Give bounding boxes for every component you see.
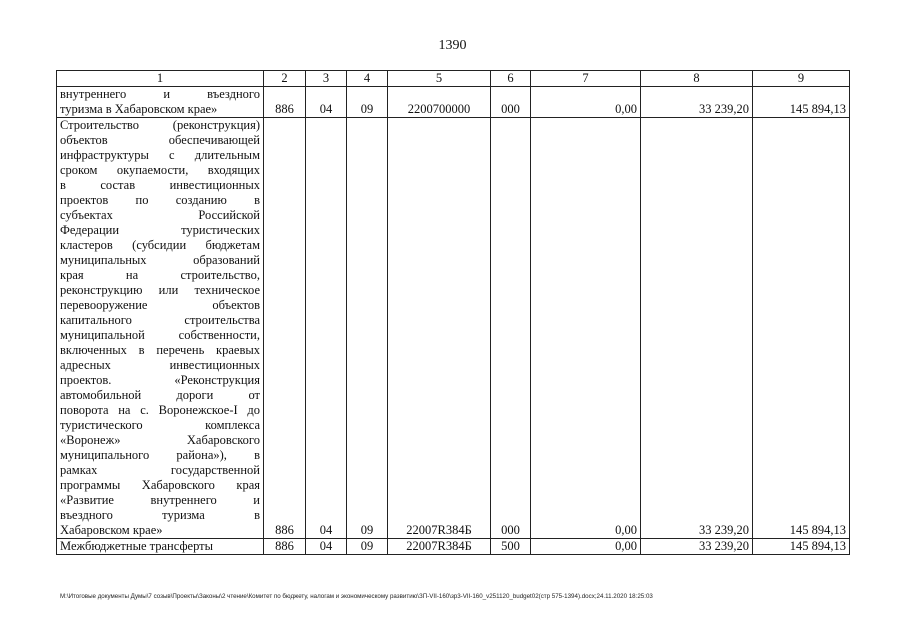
cell-col4: 09: [347, 539, 388, 555]
page-number: 1390: [438, 38, 467, 53]
description-line: муниципальных образований: [60, 253, 260, 267]
cell-col8: 33 239,20: [641, 539, 753, 555]
description-line: включенных в перечень краевых: [60, 343, 260, 357]
cell-col9: 145 894,13: [753, 87, 850, 118]
description-line: перевооружение объектов: [60, 298, 260, 312]
cell-col2: 886: [264, 87, 306, 118]
column-header-1: 1: [57, 71, 264, 87]
cell-col9: 145 894,13: [753, 118, 850, 539]
description-line: в состав инвестиционных: [60, 178, 260, 192]
description-line: субъектах Российской: [60, 208, 260, 222]
table-body: [57, 71, 850, 555]
description-line: сроком окупаемости, входящих: [60, 163, 260, 177]
budget-table: [56, 70, 850, 555]
cell-col4: 09: [347, 87, 388, 118]
description-line: Федерации туристических: [60, 223, 260, 237]
description-line: муниципальной собственности,: [60, 328, 260, 342]
cell-col3: 04: [306, 87, 347, 118]
cell-col7: 0,00: [531, 118, 641, 539]
document-footer-path: M:\Итоговые документы Думы\7 созыв\Проекты\Законы\2 чтение\Комитет по бюджету, налогам и экономическому развитию\ЗП-VII-160\зр3-VII-160_v251120_budget02(стр 575-1394).docx;24.11.2020 18:25:03: [60, 593, 653, 600]
cell-col6: 500: [491, 539, 531, 555]
description-line: инфраструктуры с длительным: [60, 148, 260, 162]
description-line: автомобильной дороги от: [60, 388, 260, 402]
description-line: капитального строительства: [60, 313, 260, 327]
column-header-row: [57, 71, 850, 87]
row-description: [57, 87, 264, 118]
description-line: туристического комплекса: [60, 418, 260, 432]
column-header-4: 4: [347, 71, 388, 87]
row-description: [57, 539, 264, 555]
cell-col5: 22007R384Б: [388, 539, 491, 555]
cell-col2: 886: [264, 118, 306, 539]
description-line: «Развитие внутреннего и: [60, 493, 260, 507]
cell-col5: 22007R384Б: [388, 118, 491, 539]
column-header-2: 2: [264, 71, 306, 87]
description-line: края на строительство,: [60, 268, 260, 282]
description-line: внутреннего и въездного: [60, 87, 260, 101]
description-line: туризма в Хабаровском крае»: [60, 102, 218, 116]
description-line: рамках государственной: [60, 463, 260, 477]
cell-col2: 886: [264, 539, 306, 555]
table-row: [57, 539, 850, 555]
column-header-8: 8: [641, 71, 753, 87]
cell-col6: 000: [491, 87, 531, 118]
cell-col6: 000: [491, 118, 531, 539]
description-line: проектов. «Реконструкция: [60, 373, 260, 387]
description-line: адресных инвестиционных: [60, 358, 260, 372]
description-line: «Воронеж» Хабаровского: [60, 433, 260, 447]
table-row: [57, 118, 850, 539]
cell-col7: 0,00: [531, 539, 641, 555]
column-header-6: 6: [491, 71, 531, 87]
table-row: [57, 87, 850, 118]
description-line: реконструкцию или техническое: [60, 283, 260, 297]
column-header-5: 5: [388, 71, 491, 87]
row-description: [57, 118, 264, 539]
cell-col7: 0,00: [531, 87, 641, 118]
description-line: Строительство (реконструкция): [60, 118, 260, 132]
cell-col8: 33 239,20: [641, 87, 753, 118]
cell-col8: 33 239,20: [641, 118, 753, 539]
description-line: поворота на с. Воронежское-I до: [60, 403, 260, 417]
description-line: проектов по созданию в: [60, 193, 260, 207]
cell-col4: 09: [347, 118, 388, 539]
description-line: объектов обеспечивающей: [60, 133, 260, 147]
cell-col3: 04: [306, 118, 347, 539]
cell-col9: 145 894,13: [753, 539, 850, 555]
cell-col3: 04: [306, 539, 347, 555]
cell-col5: 2200700000: [388, 87, 491, 118]
description-line: Хабаровском крае»: [60, 523, 163, 537]
description-line: кластеров (субсидии бюджетам: [60, 238, 260, 252]
description-line: программы Хабаровского края: [60, 478, 260, 492]
description-line: въездного туризма в: [60, 508, 260, 522]
column-header-7: 7: [531, 71, 641, 87]
description-line: Межбюджетные трансферты: [60, 539, 214, 553]
description-line: муниципального района»), в: [60, 448, 260, 462]
column-header-3: 3: [306, 71, 347, 87]
column-header-9: 9: [753, 71, 850, 87]
